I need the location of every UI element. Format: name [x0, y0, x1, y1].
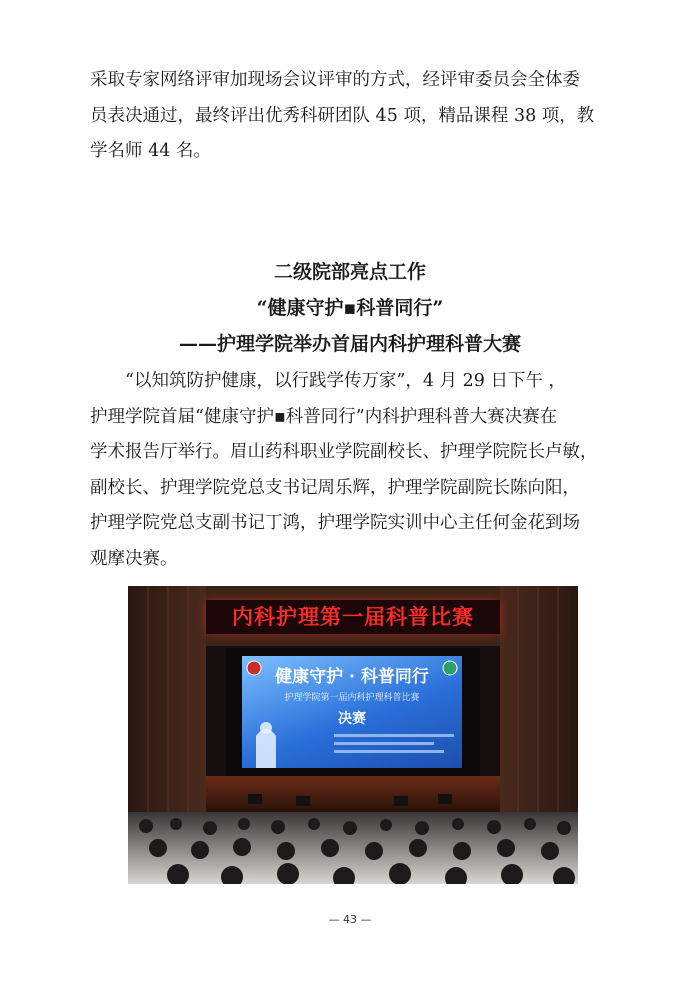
stage-banner: 内科护理第一届科普比赛 [206, 600, 500, 634]
text-line: “以知筑防护健康，以行践学传万家”，4 月 29 日下午 ， [125, 371, 567, 391]
section-title: 二级院部亮点工作 [273, 261, 426, 283]
projection-screen [242, 656, 462, 768]
text-line: 学术报告厅举行。眉山药科职业学院副校长、护理学院院长卢敏， [90, 442, 598, 462]
screen-stage: 决赛 [338, 711, 366, 727]
text-line: 观摩决赛。 [90, 548, 178, 569]
text-line: 学名师 44 名。 [90, 141, 211, 161]
text-line: 员表决通过，最终评出优秀科研团队 45 项，精品课程 38 项，教 [90, 105, 595, 126]
text-line: 护理学院首届“健康守护▪科普同行”内科护理科普大赛决赛在 [90, 406, 558, 427]
page-number: — 43 — [328, 913, 372, 926]
text-line: 采取专家网络评审加现场会议评审的方式，经评审委员会全体委 [90, 70, 580, 90]
text-line: 护理学院党总支副书记丁鸿，护理学院实训中心主任何金花到场 [90, 513, 580, 533]
screen-subtitle: 护理学院第一届内科护理科普比赛 [284, 693, 420, 703]
screen-decoration [242, 656, 462, 768]
article-title: “健康守护▪科普同行” [256, 297, 444, 319]
paragraph-body [90, 364, 618, 577]
screen-title: 健康守护 · 科普同行 [275, 667, 429, 687]
text-line: 副校长、护理学院党总支书记周乐辉，护理学院副院长陈向阳， [90, 477, 580, 498]
paragraph-intro [90, 63, 618, 170]
article-subtitle: ——护理学院举办首届内科护理科普大赛 [178, 333, 521, 355]
event-photo [128, 586, 578, 884]
